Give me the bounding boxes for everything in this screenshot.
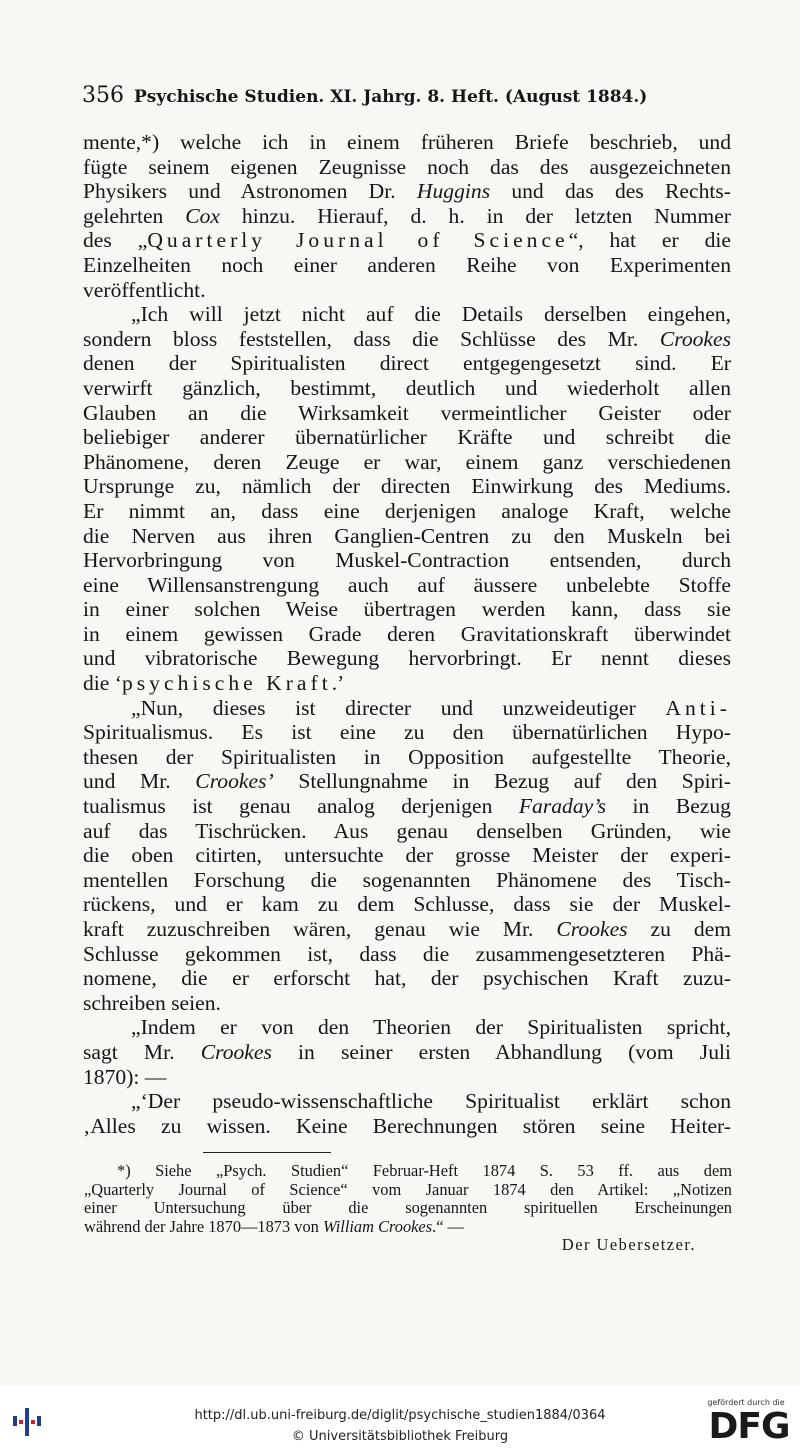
text-line: kraft zuzuschreiben wären, genau wie Mr. Crookes zu dem — [83, 917, 732, 941]
dfg-caption: gefördert durch die — [707, 1398, 785, 1407]
text-line: Einzelheiten noch einer anderen Reihe von Experimenten — [83, 252, 731, 277]
name-faraday: Faraday’s — [518, 794, 607, 819]
text-line: in einer solchen Weise übertragen werden kann, dass sie — [83, 597, 731, 622]
text-line: Physikers und Astronomen Dr. Huggins und das des Rechts- — [83, 179, 731, 204]
text-line: „Ich will jetzt nicht auf die Details derselben eingehen, — [131, 302, 731, 327]
paragraph-4 — [83, 1015, 731, 1089]
text-line: schreiben seien. — [83, 990, 221, 1015]
name-crookes: Crookes — [200, 1039, 272, 1064]
term-psychische-kraft: psychische Kraft — [121, 671, 332, 696]
footnote-line: während der Jahre 1870—1873 von William Crookes.“ — — [84, 1216, 464, 1236]
text-line: tualismus ist genau analog derjenigen Faraday’s in Bezug — [83, 794, 731, 819]
text-line: Phänomene, deren Zeuge er war, einem ganz verschiedenen — [83, 449, 731, 474]
text-line: mentellen Forschung die sogenannten Phänomene des Tisch- — [83, 867, 731, 892]
text-line: Hervorbringung von Muskel-Contraction entsenden, durch — [83, 548, 731, 573]
text-line: beliebiger anderer übernatürlicher Kräfte und schreibt die — [83, 425, 731, 450]
source-url[interactable]: http://dl.ub.uni-freiburg.de/diglit/psychische_studien1884/0364 — [194, 1408, 606, 1423]
journal-title: Quarterly Journal of Science — [147, 228, 569, 253]
text-line: sagt Mr. Crookes in seiner ersten Abhandlung (vom Juli — [83, 1039, 731, 1064]
footnote-line: *) Siehe „Psych. Studien“ Februar-Heft 1874 S. 53 ff. aus dem — [117, 1161, 732, 1180]
paragraph-2 — [83, 302, 731, 696]
text-line: rückens, und er kam zu dem Schlusse, dass sie der Muskel- — [83, 892, 731, 917]
text-line: ‚Alles zu wissen. Keine Berechnungen stören seine Heiter- — [83, 1113, 731, 1138]
text-line: fügte seinem eigenen Zeugnisse noch das des ausgezeichneten — [83, 154, 731, 179]
text-line: und Mr. Crookes’ Stellungnahme in Bezug auf den Spiri- — [83, 769, 731, 794]
text-line: mente,*) welche ich in einem früheren Briefe beschrieb, und — [83, 130, 731, 154]
footnote — [84, 1162, 732, 1255]
name-crookes: Crookes’ — [195, 769, 274, 794]
paragraph-1 — [83, 130, 731, 302]
text-line: „Nun, dieses ist directer und unzweideutiger Anti- — [131, 695, 731, 720]
text-line: Spiritualismus. Es ist eine zu den übernatürlichen Hypo- — [83, 720, 731, 745]
paragraph-5 — [83, 1089, 731, 1138]
text-line: die Nerven aus ihren Ganglien-Centren zu den Muskeln bei — [83, 523, 731, 548]
text-line: Er nimmt an, dass eine derjenigen analoge Kraft, welche — [83, 498, 731, 523]
text-line: „‘Der pseudo-wissenschaftliche Spiritualist erklärt schon — [131, 1089, 731, 1114]
text-line: eine Willensanstrengung auch auf äussere unbelebte Stoffe — [83, 572, 731, 597]
text-line: thesen der Spiritualisten in Opposition aufgestellte Theorie, — [83, 744, 731, 769]
copyright-notice: © Universitätsbibliothek Freiburg — [291, 1429, 509, 1444]
page-number: 356 — [82, 83, 124, 108]
footnote-signature: Der Uebersetzer. — [561, 1235, 696, 1254]
text-line: Schlusse gekommen ist, dass die zusammengesetzteren Phä- — [83, 941, 731, 966]
text-line: verwirft gänzlich, bestimmt, deutlich und wiederholt allen — [83, 375, 731, 400]
text-line: auf das Tischrücken. Aus genau denselben Gründen, wie — [83, 818, 731, 843]
text-line: 1870): — — [83, 1064, 167, 1089]
name-crookes: Crookes — [659, 326, 731, 351]
body-text — [83, 130, 731, 1138]
text-line: die ‘psychische Kraft.’ — [83, 671, 345, 696]
viewer-footer — [0, 1386, 800, 1451]
text-line: denen der Spiritualisten direct entgegengesetzt sind. Er — [83, 351, 731, 376]
text-line: sondern bloss feststellen, dass die Schlüsse des Mr. Crookes — [83, 326, 731, 351]
name-crookes: Crookes — [556, 917, 628, 941]
text-line: nomene, die er erforscht hat, der psychischen Kraft zuzu- — [83, 966, 731, 991]
footnote-line: „Quarterly Journal of Science“ vom Januar 1874 den Artikel: „Notizen — [84, 1179, 732, 1199]
running-title: Psychische Studien. XI. Jahrg. 8. Heft. (August 1884.) — [134, 87, 648, 107]
text-line: des „Quarterly Journal of Science“, hat er die — [83, 228, 731, 253]
name-william-crookes: William Crookes — [322, 1216, 433, 1236]
text-line: gelehrten Cox hinzu. Hierauf, d. h. in der letzten Nummer — [83, 203, 731, 228]
text-line: die oben citirten, untersuchte der grosse Meister der experi- — [83, 843, 731, 868]
paragraph-3 — [83, 696, 731, 1016]
text-line: und vibratorische Bewegung hervorbringt. Er nennt dieses — [83, 646, 731, 671]
text-line: Ursprunge zu, nämlich der directen Einwirkung des Mediums. — [83, 474, 731, 499]
running-header — [82, 83, 682, 108]
text-line: in einem gewissen Grade deren Gravitationskraft überwindet — [83, 621, 731, 646]
footnote-divider — [203, 1152, 331, 1153]
text-line: „Indem er von den Theorien der Spiritualisten spricht, — [131, 1015, 731, 1040]
term-anti: Anti- — [665, 695, 731, 720]
name-cox: Cox — [185, 203, 221, 228]
text-line: veröffentlicht. — [83, 277, 206, 302]
footnote-line: einer Untersuchung über die sogenannten spirituellen Erscheinungen — [84, 1198, 732, 1217]
dfg-logo: DFG — [708, 1406, 790, 1447]
text-line: Glauben an die Wirksamkeit vermeintlicher Geister oder — [83, 400, 731, 425]
name-huggins: Huggins — [416, 179, 491, 204]
